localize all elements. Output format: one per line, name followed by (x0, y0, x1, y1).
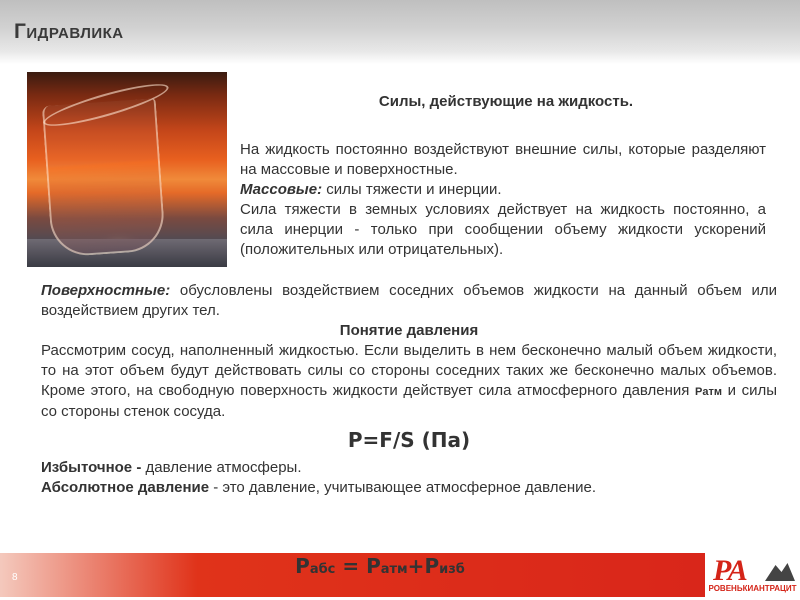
logo-mark: РА (713, 554, 747, 587)
slide-title: Гидравлика (14, 20, 124, 43)
absolute-text: - это давление, учитывающее атмосферное давление. (209, 479, 597, 496)
p-atm-symbol: Pатм (695, 386, 723, 398)
formula2-eq: = (335, 554, 367, 578)
excess-pressure-line (41, 458, 777, 478)
formula2-p3: P (424, 554, 440, 578)
gravity-paragraph: Сила тяжести в земных условиях действует на жидкость постоянно, а сила инерции - только при сообщении объему жидкости ускорений (положительных или отрицательных). (240, 201, 766, 258)
mass-text: силы тяжести и инерции. (322, 181, 502, 198)
pressure-heading: Понятие давления (339, 322, 479, 339)
pressure-formula: P=F/S (Па) (347, 428, 471, 452)
pressure-tail: и силы со стороны стенок сосуда. (41, 382, 777, 420)
surface-label: Поверхностные: (41, 282, 171, 299)
main-block (41, 281, 777, 498)
surface-forces-paragraph (41, 281, 777, 321)
formula2-plus: + (407, 554, 425, 578)
pressure-text: Рассмотрим сосуд, наполненный жидкостью. Если выделить в нем бесконечно малый объем жидкости, то на этот объем будут действовать силы со стороны соседних таких же бесконечно малых объемов. Кроме этого, на свободную поверхность жидкости действует сила атмосферного давления (41, 342, 777, 399)
logo-mountain-icon (765, 561, 795, 581)
excess-label: Избыточное - (41, 459, 146, 476)
logo-wordmark: РОВЕНЬКИАНТРАЦИТ (708, 584, 797, 593)
page-number: 8 (12, 572, 18, 583)
mass-forces-line (240, 180, 766, 200)
pressure-paragraph (41, 341, 777, 422)
intro-block (240, 92, 766, 260)
absolute-pressure-line (41, 478, 777, 498)
section-subtitle: Силы, действующие на жидкость. (378, 93, 634, 110)
surface-text: обусловлены воздействием соседних объемов жидкости на данный объем или воздействием других тел. (41, 282, 777, 319)
absolute-label: Абсолютное давление (41, 479, 210, 496)
glass-sunset-photo (27, 72, 227, 267)
formula2-sub2: атм (380, 562, 408, 577)
absolute-pressure-formula (250, 554, 510, 578)
formula2-sub3: изб (439, 562, 465, 577)
company-logo (705, 553, 800, 597)
intro-paragraph: На жидкость постоянно воздействуют внешние силы, которые разделяют на массовые и поверхностные. (240, 141, 766, 178)
mass-label: Массовые: (240, 181, 323, 198)
excess-text: давление атмосферы. (145, 459, 302, 476)
formula2-p2: P (366, 554, 381, 578)
formula2-p1: P (295, 554, 310, 578)
formula2-sub1: абс (309, 562, 336, 577)
